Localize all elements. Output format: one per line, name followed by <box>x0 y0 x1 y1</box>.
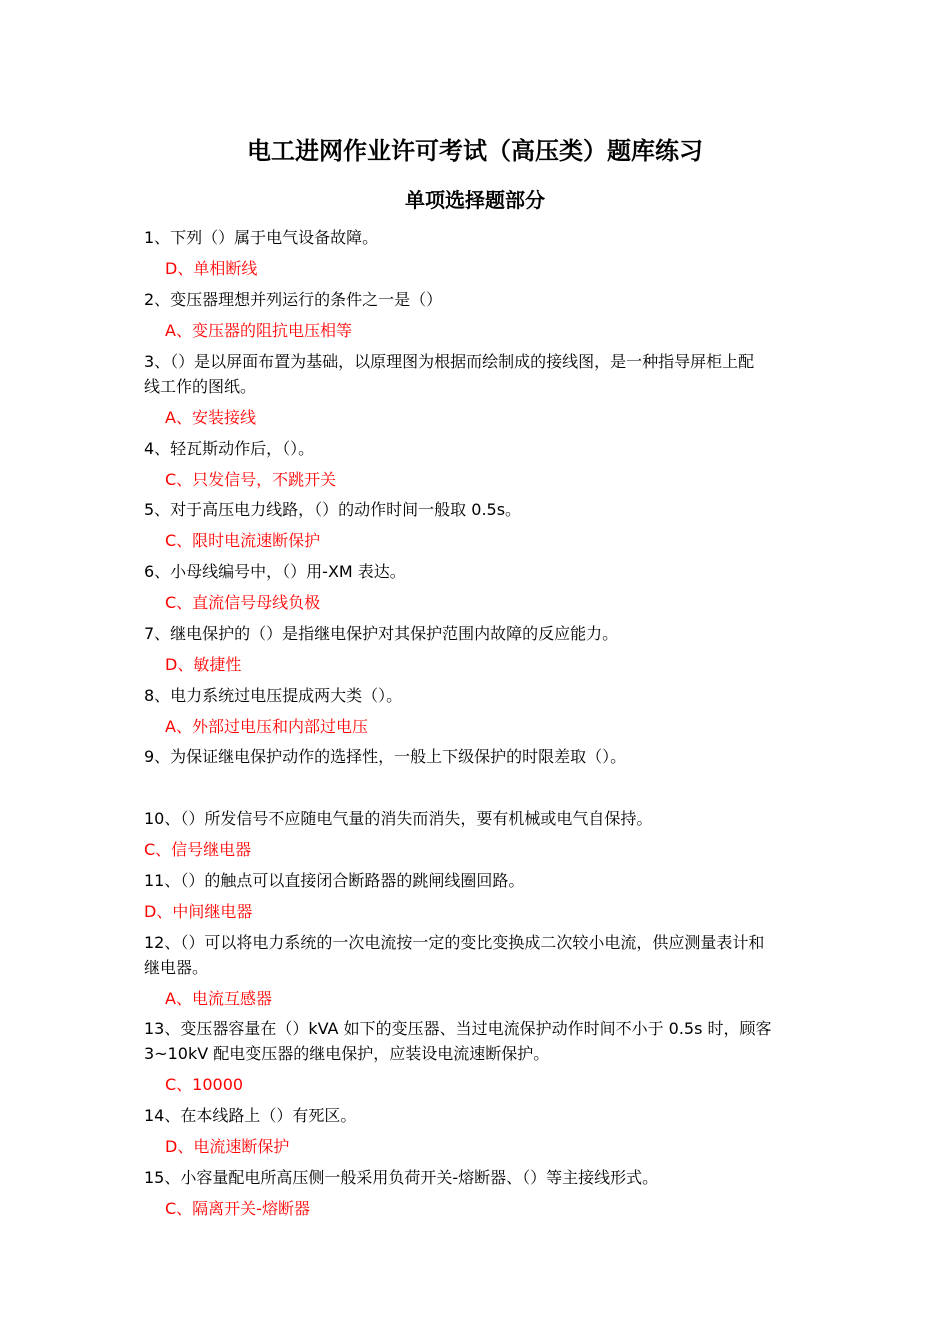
answer-8: A、外部过电压和内部过电压 <box>165 717 368 736</box>
answer-14: D、电流速断保护 <box>165 1137 290 1156</box>
section-title: 单项选择题部分 <box>405 188 545 212</box>
question-13-line-1: 13、变压器容量在（）kVA 如下的变压器、当过电流保护动作时间不小于 0.5s 时，顾客 <box>144 1019 772 1038</box>
answer-10: C、信号继电器 <box>144 840 252 859</box>
answer-12: A、电流互感器 <box>165 989 272 1008</box>
answer-13: C、10000 <box>165 1075 244 1094</box>
answer-2: A、变压器的阻抗电压相等 <box>165 321 352 340</box>
question-12-line-1: 12、（）可以将电力系统的一次电流按一定的变比变换成二次较小电流，供应测量表计和 <box>144 933 765 952</box>
question-10: 10、（）所发信号不应随电气量的消失而消失，要有机械或电气自保持。 <box>144 809 653 828</box>
question-8: 8、电力系统过电压提成两大类（）。 <box>144 686 403 705</box>
question-1: 1、下列（）属于电气设备故障。 <box>144 228 379 247</box>
question-11: 11、（）的触点可以直接闭合断路器的跳闸线圈回路。 <box>144 871 525 890</box>
question-9: 9、为保证继电保护动作的选择性，一般上下级保护的时限差取（）。 <box>144 747 627 766</box>
question-12-line-2: 继电器。 <box>144 958 209 977</box>
question-6: 6、小母线编号中，（）用-XM 表达。 <box>144 562 406 581</box>
answer-6: C、直流信号母线负极 <box>165 593 321 612</box>
answer-3: A、安装接线 <box>165 408 256 427</box>
answer-1: D、单相断线 <box>165 259 258 278</box>
question-13-line-2: 3~10kV 配电变压器的继电保护，应装设电流速断保护。 <box>144 1044 550 1063</box>
answer-11: D、中间继电器 <box>144 902 253 921</box>
question-5: 5、对于高压电力线路，（）的动作时间一般取 0.5s。 <box>144 500 522 519</box>
answer-15: C、隔离开关-熔断器 <box>165 1199 310 1218</box>
question-7: 7、继电保护的（）是指继电保护对其保护范围内故障的反应能力。 <box>144 624 619 643</box>
question-15: 15、小容量配电所高压侧一般采用负荷开关-熔断器、（）等主接线形式。 <box>144 1168 659 1187</box>
question-4: 4、轻瓦斯动作后，（）。 <box>144 439 315 458</box>
answer-5: C、限时电流速断保护 <box>165 531 321 550</box>
question-3-line-2: 线工作的图纸。 <box>144 377 257 396</box>
answer-7: D、敏捷性 <box>165 655 242 674</box>
question-14: 14、在本线路上（）有死区。 <box>144 1106 357 1125</box>
document-title: 电工进网作业许可考试（高压类）题库练习 <box>247 137 703 165</box>
answer-4: C、只发信号，不跳开关 <box>165 470 337 489</box>
question-2: 2、变压器理想并列运行的条件之一是（） <box>144 290 443 309</box>
question-3-line-1: 3、（）是以屏面布置为基础，以原理图为根据而绘制成的接线图，是一种指导屏柜上配 <box>144 352 755 371</box>
